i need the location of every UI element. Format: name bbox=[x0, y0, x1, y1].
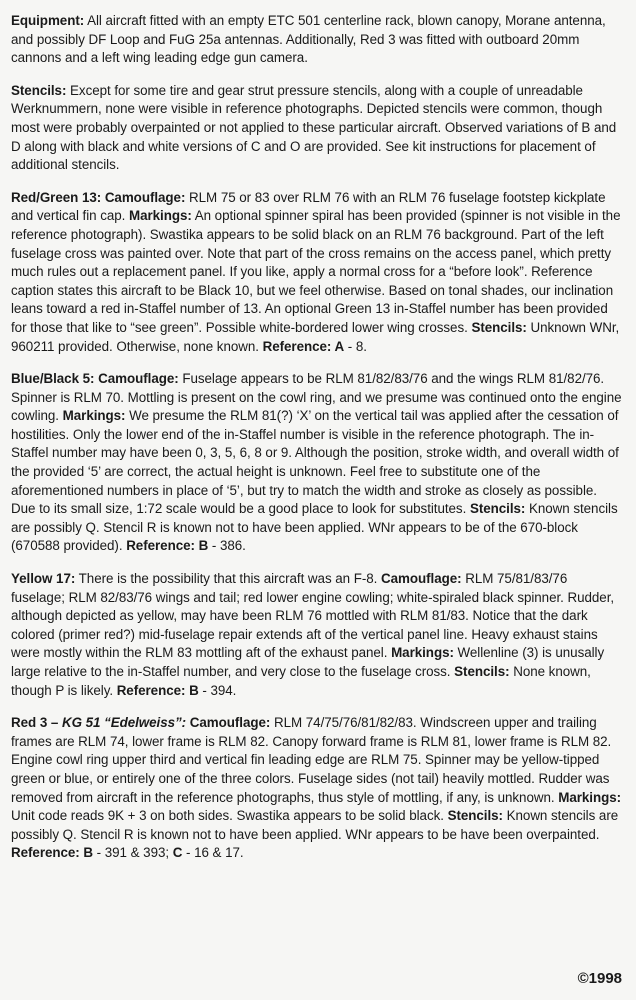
bold-label: Red/Green 13: Camouflage: bbox=[11, 189, 186, 205]
bold-label: Markings: bbox=[391, 645, 454, 661]
paragraph-red-3 bbox=[11, 714, 623, 863]
bold-label: Reference: A bbox=[262, 338, 345, 354]
paragraph-blue-black-5 bbox=[11, 370, 623, 556]
copyright-notice: ©1998 bbox=[577, 970, 622, 987]
bold-label: Stencils: bbox=[447, 808, 503, 824]
document-body bbox=[11, 12, 623, 877]
paragraph-stencils bbox=[11, 82, 623, 175]
bold-label: Markings: bbox=[129, 208, 192, 224]
paragraph-text: An optional spinner spiral has been provided (spinner is not visible in the reference photograph). Swastika appears to be solid black on an RLM 76 background. Part of the left fuselage cross was painted over. Note that part of the cross remains on the access panel, which pretty much rules out a replacement panel. If you like, apply a normal cross for a “before look”. Reference caption states this aircraft to be Black 10, but we feel otherwise. Based on tonal shades, our inclination leans toward a red in-Staffel number of 13. An optional Green 13 in-Staffel number has been provided for those that like to “see green”. Possible white-bordered lower wing crosses. bbox=[11, 208, 621, 335]
paragraph-text: - 386. bbox=[208, 538, 246, 554]
paragraph-text: Unknown WNr, 960211 provided. Otherwise, none known. bbox=[11, 319, 620, 354]
paragraph-text: - 16 & 17. bbox=[182, 845, 244, 861]
bold-label: Equipment: bbox=[11, 13, 85, 28]
bold-label: Reference: B bbox=[11, 845, 94, 861]
paragraph-text: - 391 & 393; bbox=[93, 845, 173, 861]
paragraph-text: Known stencils are possibly Q. Stencil R is known not to have been applied. WNr appears to be of the 670-block (670588 provided). bbox=[11, 501, 618, 554]
paragraph-text: - 8. bbox=[344, 338, 367, 354]
bold-label: C bbox=[172, 845, 183, 861]
paragraph-text: Unit code reads 9K + 3 on both sides. Swastika appears to be solid black. bbox=[11, 808, 448, 824]
bold-label: Reference: B bbox=[126, 538, 209, 554]
paragraph-text: Wellenline (3) is unusally large relative to the in-Staffel number, and very close to the fuselage cross. bbox=[11, 645, 605, 679]
paragraph-text: - 394. bbox=[198, 682, 237, 698]
bold-label: Yellow 17: bbox=[11, 571, 76, 587]
bold-label: Stencils: bbox=[469, 501, 526, 517]
paragraph-red-green-13 bbox=[11, 189, 623, 356]
bold-label: Stencils: bbox=[11, 82, 67, 98]
bold-label: Blue/Black 5: Camouflage: bbox=[11, 371, 179, 387]
paragraph-text: Fuselage appears to be RLM 81/82/83/76 and the wings RLM 81/82/76. Spinner is RLM 70. Mottling is present on the cowl ring, and we presume was continued onto the engine cowling. bbox=[11, 371, 622, 424]
bold-label: Camouflage: bbox=[186, 715, 271, 731]
bold-label: Red 3 – bbox=[11, 715, 62, 731]
paragraph-text: RLM 74/75/76/81/82/83. Windscreen upper and trailing frames are RLM 74, lower frame is RLM 82. Canopy forward frame is RLM 81, lower frame is RLM 82. Engine cowl ring upper third and vertical fin leading edge are RLM 75. Spinner may be yellow-tipped green or blue, or entirely one of the three colors. Fuselage sides (not tail) heavily mottled. Rudder was removed from aircraft in the reference photographs, thus style of mottling, if any, is unknown. bbox=[11, 715, 612, 805]
paragraph-text: RLM 75 or 83 over RLM 76 with an RLM 76 fuselage footstep kickplate and vertical fin cap. bbox=[11, 189, 606, 224]
bold-label: Markings: bbox=[558, 789, 622, 805]
paragraph-equipment bbox=[11, 12, 623, 68]
paragraph-yellow-17 bbox=[11, 570, 623, 700]
bold-label: Stencils: bbox=[471, 319, 527, 335]
bold-label: Camouflage: bbox=[381, 571, 462, 587]
paragraph-text: There is the possibility that this aircraft was an F-8. bbox=[75, 571, 382, 587]
paragraph-text: RLM 75/81/83/76 fuselage; RLM 82/83/76 wings and tail; red lower engine cowling; white-spiraled black spinner. Rudder, although depicted as yellow, may have been RLM 76 mottled with RLM 81/83. Notice that the dark colored (primer red?) mid-fuselage repair extends aft of the vertical panel line. Heavy exhaust stains were mostly within the RLM 83 mottling aft of the exhaust panel. bbox=[11, 571, 615, 661]
bold-label: KG 51 “Edelweiss”: bbox=[61, 715, 187, 731]
bold-label: Stencils: bbox=[454, 664, 510, 679]
paragraph-text: None known, though P is likely. bbox=[11, 664, 591, 698]
paragraph-text: Known stencils are possibly Q. Stencil R is known not to have been applied. WNr appears to be have been overpainted. bbox=[11, 808, 619, 842]
paragraph-text: We presume the RLM 81(?) ‘X’ on the vertical tail was applied after the cessation of hostilities. Only the lower end of the in-Staffel number is visible in the reference photograph. The in-Staffel number may have been 0, 3, 5, 6, 8 or 9. Although the position, stroke width, and overall width of the provided ‘5’ are correct, the actual height is unknown. Feel free to substitute one of the aforementioned numbers in place of ‘5’, but try to match the width and stroke as closely as possible. Due to its small size, 1:72 scale would be a good place to look for substitutes. bbox=[11, 408, 619, 517]
paragraph-text: All aircraft fitted with an empty ETC 501 centerline rack, blown canopy, Morane antenna, and possibly DF Loop and FuG 25a antennas. Additionally, Red 3 was fitted with outboard 20mm cannons and a left wing leading edge gun camera. bbox=[11, 13, 606, 66]
bold-label: Markings: bbox=[62, 408, 126, 424]
paragraph-text: Except for some tire and gear strut pressure stencils, along with a couple of unreadable Werknummern, none were visible in reference photographs. Depicted stencils were common, though most were probably overpainted or not applied to these particular aircraft. Observed variations of B and D along with black and white versions of C and O are provided. See kit instructions for placement of additional stencils. bbox=[11, 82, 617, 173]
bold-label: Reference: B bbox=[116, 682, 199, 698]
